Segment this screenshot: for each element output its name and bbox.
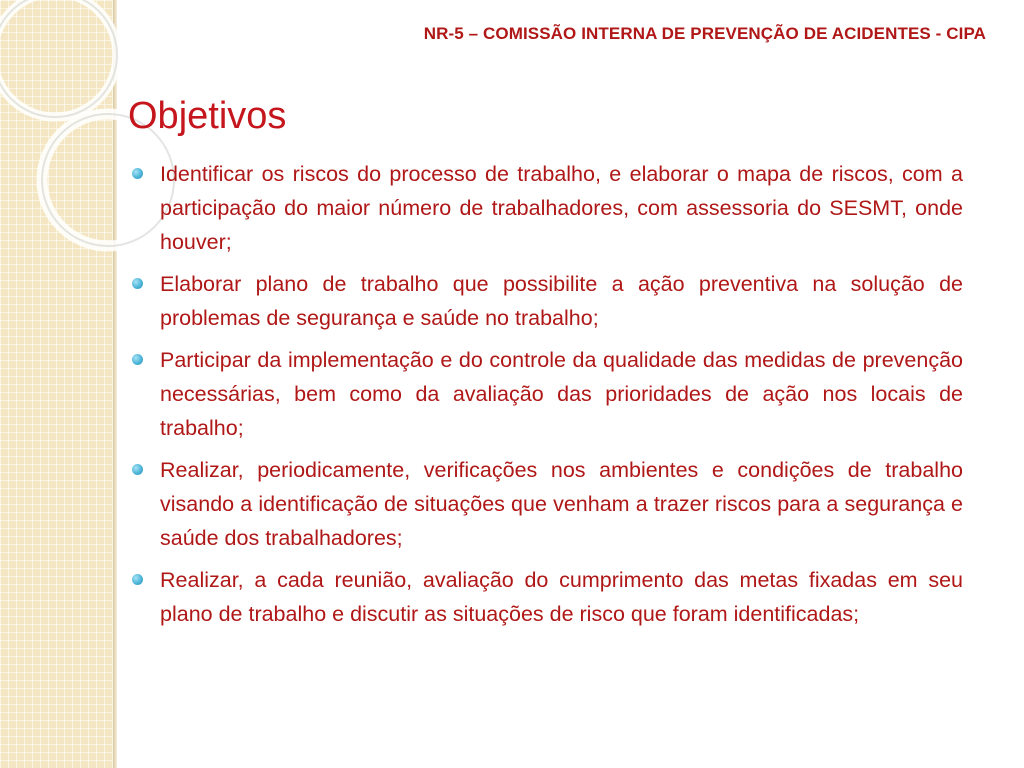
list-item: [130, 157, 963, 259]
bullet-text: Identificar os riscos do processo de trabalho, e elaborar o mapa de riscos, com a participação do maior número de trabalhadores, com assessoria do SESMT, onde houver;: [160, 162, 963, 254]
list-item: [130, 267, 963, 335]
list-item: [130, 563, 963, 631]
page-title: Objetivos: [128, 95, 287, 137]
bullet-text: Realizar, a cada reunião, avaliação do cumprimento das metas fixadas em seu plano de trabalho e discutir as situações de risco que foram identificadas;: [160, 568, 963, 626]
bullet-dot-icon: [132, 354, 143, 365]
list-item: [130, 453, 963, 555]
bullet-dot-icon: [132, 574, 143, 585]
bullet-dot-icon: [132, 278, 143, 289]
bullet-text: Realizar, periodicamente, verificações nos ambientes e condições de trabalho visando a identificação de situações que venham a trazer riscos para a segurança e saúde dos trabalhadores;: [160, 458, 963, 550]
bullet-text: Elaborar plano de trabalho que possibilite a ação preventiva na solução de problemas de segurança e saúde no trabalho;: [160, 272, 963, 330]
bullet-dot-icon: [132, 464, 143, 475]
list-item: [130, 343, 963, 445]
bullet-dot-icon: [132, 168, 143, 179]
header-title: NR-5 – COMISSÃO INTERNA DE PREVENÇÃO DE ACIDENTES - CIPA: [423, 24, 986, 43]
bullet-text: Participar da implementação e do controle da qualidade das medidas de prevenção necessárias, bem como da avaliação das prioridades de ação nos locais de trabalho;: [160, 348, 963, 440]
bullet-list: [130, 157, 963, 639]
